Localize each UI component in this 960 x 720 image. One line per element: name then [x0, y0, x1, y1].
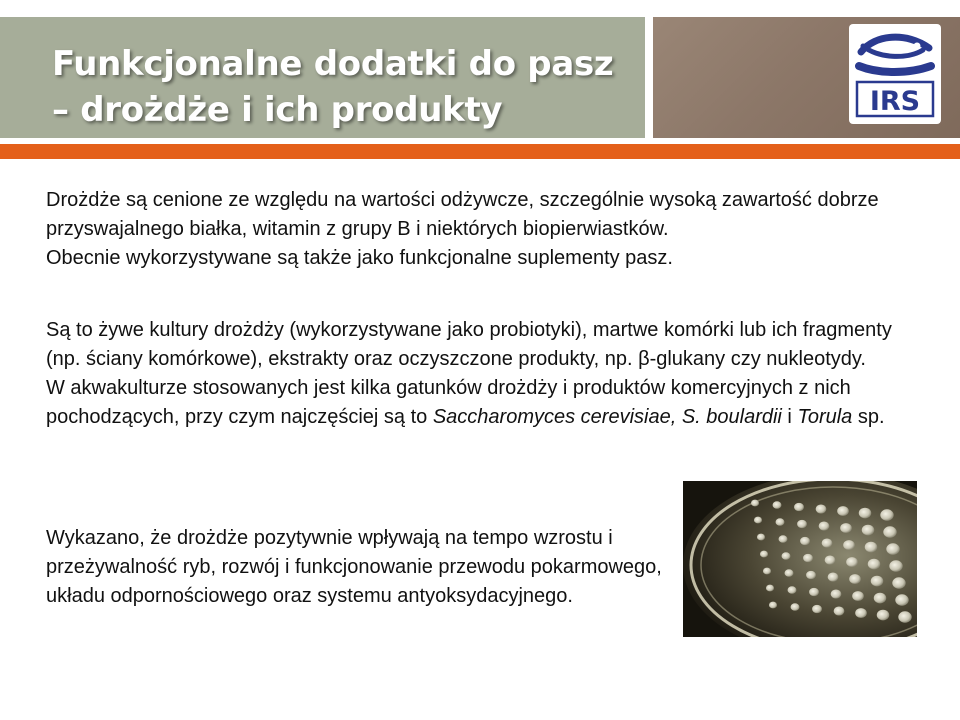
- yeast-colony: [837, 506, 849, 516]
- yeast-colony: [800, 537, 810, 545]
- yeast-colony: [834, 606, 845, 615]
- yeast-colony: [754, 517, 762, 524]
- yeast-colony: [751, 500, 759, 507]
- paragraph: Drożdże są cenione ze względu na wartości odżywcze, szczególnie wysoką zawartość dobrze przyswajalnego białka, witamin z grupy B i niektórych biopierwiastków.: [46, 189, 879, 240]
- yeast-colony: [803, 554, 813, 562]
- yeast-colony: [883, 526, 896, 537]
- yeast-colony: [868, 559, 881, 570]
- yeast-colony: [831, 589, 842, 598]
- yeast-colony: [806, 571, 816, 579]
- yeast-culture-photo: [683, 481, 917, 637]
- yeast-colony: [871, 576, 884, 587]
- yeast-colony: [812, 605, 822, 613]
- yeast-colony: [766, 585, 774, 592]
- yeast-colony: [849, 574, 861, 584]
- yeast-colony: [773, 501, 782, 509]
- yeast-colony: [809, 588, 819, 596]
- yeast-colony: [843, 540, 855, 550]
- yeast-colony: [785, 569, 794, 577]
- slide-title: [52, 41, 642, 133]
- paragraph: Obecnie wykorzystywane są także jako funkcjonalne suplementy pasz.: [46, 247, 673, 269]
- yeast-colony: [822, 538, 833, 547]
- text-block-1: [46, 186, 926, 273]
- accent-bar: [0, 144, 960, 159]
- yeast-colony: [816, 504, 827, 513]
- fish-logo-icon: [849, 24, 941, 124]
- text-run: sp.: [852, 406, 885, 428]
- yeast-colony: [859, 508, 872, 519]
- text-block-3: [46, 524, 666, 611]
- text-run: W akwakulturze stosowanych jest kilka gatunków drożdży i produktów komercyjnych z nich pochodzących, przy czym najczęściej są to: [46, 377, 851, 428]
- yeast-colony: [819, 521, 830, 530]
- yeast-colony: [892, 577, 905, 588]
- text-run: i: [781, 406, 798, 428]
- text-block-2: [46, 316, 926, 432]
- yeast-colony: [788, 586, 797, 594]
- logo-text: IRS: [869, 86, 921, 117]
- yeast-colony: [886, 543, 899, 554]
- yeast-colony: [855, 608, 867, 618]
- yeast-colony: [889, 560, 902, 571]
- yeast-colony: [862, 525, 875, 536]
- yeast-colony: [846, 557, 858, 567]
- yeast-colony: [763, 568, 771, 575]
- paragraph: Są to żywe kultury drożdży (wykorzystywane jako probiotyki), martwe komórki lub ich fragmenty (np. ściany komórkowe), ekstrakty oraz oczyszczone produkty, np. β-glukany czy nukleotydy.: [46, 319, 892, 370]
- yeast-colony: [898, 611, 911, 622]
- yeast-colony: [779, 535, 788, 543]
- yeast-colony: [895, 594, 908, 605]
- yeast-colony: [874, 593, 887, 604]
- yeast-colony: [865, 542, 878, 553]
- yeast-colony: [794, 503, 804, 511]
- yeast-colony: [877, 610, 890, 621]
- yeast-colony: [852, 591, 864, 601]
- paragraph: [46, 374, 926, 432]
- yeast-colony: [760, 551, 768, 558]
- paragraph: Wykazano, że drożdże pozytywnie wpływają na tempo wzrostu i przeżywalność ryb, rozwój i funkcjonowanie przewodu pokarmowego, układu odpornościowego oraz systemu antyoksydacyjnego.: [46, 527, 662, 607]
- yeast-colony: [769, 602, 777, 609]
- yeast-colony: [776, 518, 785, 526]
- species-name: Torula: [797, 406, 853, 428]
- yeast-colony: [840, 523, 852, 533]
- yeast-colony: [782, 552, 791, 560]
- species-name: Saccharomyces cerevisiae, S. boulardii: [432, 406, 782, 428]
- yeast-colony: [825, 555, 836, 564]
- yeast-colony: [757, 534, 765, 541]
- yeast-colony: [828, 572, 839, 581]
- irs-logo: [849, 24, 941, 124]
- yeast-colony: [797, 520, 807, 528]
- slide-title-line-2: – drożdże i ich produkty: [52, 90, 503, 130]
- petri-dish-icon: [683, 481, 917, 637]
- yeast-colony: [791, 603, 800, 611]
- yeast-colony: [880, 509, 893, 520]
- slide-title-line-1: Funkcjonalne dodatki do pasz: [52, 44, 614, 84]
